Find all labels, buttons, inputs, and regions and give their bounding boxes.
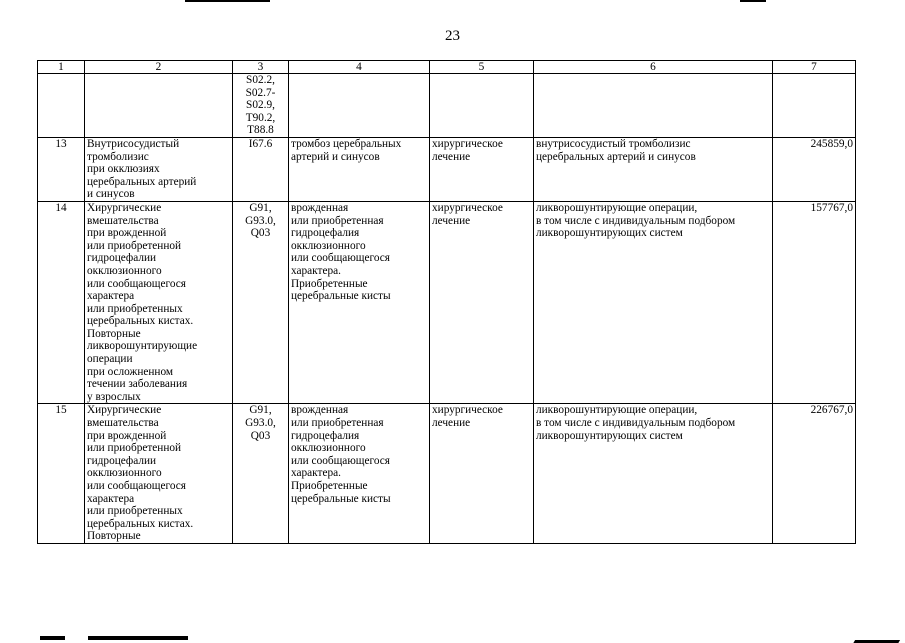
codes-cell: G91, G93.0, Q03 bbox=[233, 201, 289, 404]
services-table bbox=[37, 60, 856, 544]
column-number-3: 3 bbox=[233, 61, 289, 74]
scan-mark-top-right bbox=[740, 0, 766, 2]
table-row-14 bbox=[38, 201, 856, 404]
method-cell bbox=[534, 74, 773, 138]
model-cell: врожденная или приобретенная гидроцефалия окклюзионного или сообщающегося характера. Приобретенные церебральные кисты bbox=[289, 404, 430, 544]
price-cell: 157767,0 bbox=[773, 201, 856, 404]
model-cell bbox=[289, 74, 430, 138]
name-cell: Хирургические вмешательства при врожденной или приобретенной гидроцефалии окклюзионного или сообщающегося характера или приобретенных церебральных кистах. Повторные bbox=[85, 404, 233, 544]
codes-cell: I67.6 bbox=[233, 137, 289, 201]
row-number-cell: 13 bbox=[38, 137, 85, 201]
column-number-2: 2 bbox=[85, 61, 233, 74]
scan-mark-bottom-center bbox=[88, 636, 188, 640]
name-cell: Хирургические вмешательства при врожденной или приобретенной гидроцефалии окклюзионного или сообщающегося характера или приобретенных церебральных кистах. Повторные ликворошунтирующие операции при осложненном течении заболевания у взрослых bbox=[85, 201, 233, 404]
table-header-row bbox=[38, 61, 856, 74]
column-number-7: 7 bbox=[773, 61, 856, 74]
treatment-cell: хирургическое лечение bbox=[430, 137, 534, 201]
row-number-cell: 15 bbox=[38, 404, 85, 544]
method-cell: внутрисосудистый тромболизис церебральных артерий и синусов bbox=[534, 137, 773, 201]
codes-cell: S02.2, S02.7- S02.9, T90.2, T88.8 bbox=[233, 74, 289, 138]
table-row-15 bbox=[38, 404, 856, 544]
column-number-1: 1 bbox=[38, 61, 85, 74]
model-cell: врожденная или приобретенная гидроцефалия окклюзионного или сообщающегося характера. Приобретенные церебральные кисты bbox=[289, 201, 430, 404]
scan-mark-top-left bbox=[185, 0, 270, 2]
model-cell: тромбоз церебральных артерий и синусов bbox=[289, 137, 430, 201]
name-cell: Внутрисосудистый тромболизис при окклюзиях церебральных артерий и синусов bbox=[85, 137, 233, 201]
price-cell: 245859,0 bbox=[773, 137, 856, 201]
row-number-cell: 14 bbox=[38, 201, 85, 404]
treatment-cell: хирургическое лечение bbox=[430, 404, 534, 544]
page-number: 23 bbox=[445, 28, 460, 44]
codes-cell: G91, G93.0, Q03 bbox=[233, 404, 289, 544]
treatment-cell bbox=[430, 74, 534, 138]
treatment-cell: хирургическое лечение bbox=[430, 201, 534, 404]
table-row-13 bbox=[38, 137, 856, 201]
row-number-cell bbox=[38, 74, 85, 138]
scan-mark-bottom-left bbox=[40, 636, 65, 640]
column-number-4: 4 bbox=[289, 61, 430, 74]
method-cell: ликворошунтирующие операции, в том числе с индивидуальным подбором ликворошунтирующих систем bbox=[534, 404, 773, 544]
name-cell bbox=[85, 74, 233, 138]
price-cell: 226767,0 bbox=[773, 404, 856, 544]
column-number-5: 5 bbox=[430, 61, 534, 74]
column-number-6: 6 bbox=[534, 61, 773, 74]
table-row-continuation bbox=[38, 74, 856, 138]
method-cell: ликворошунтирующие операции, в том числе с индивидуальным подбором ликворошунтирующих систем bbox=[534, 201, 773, 404]
price-cell bbox=[773, 74, 856, 138]
